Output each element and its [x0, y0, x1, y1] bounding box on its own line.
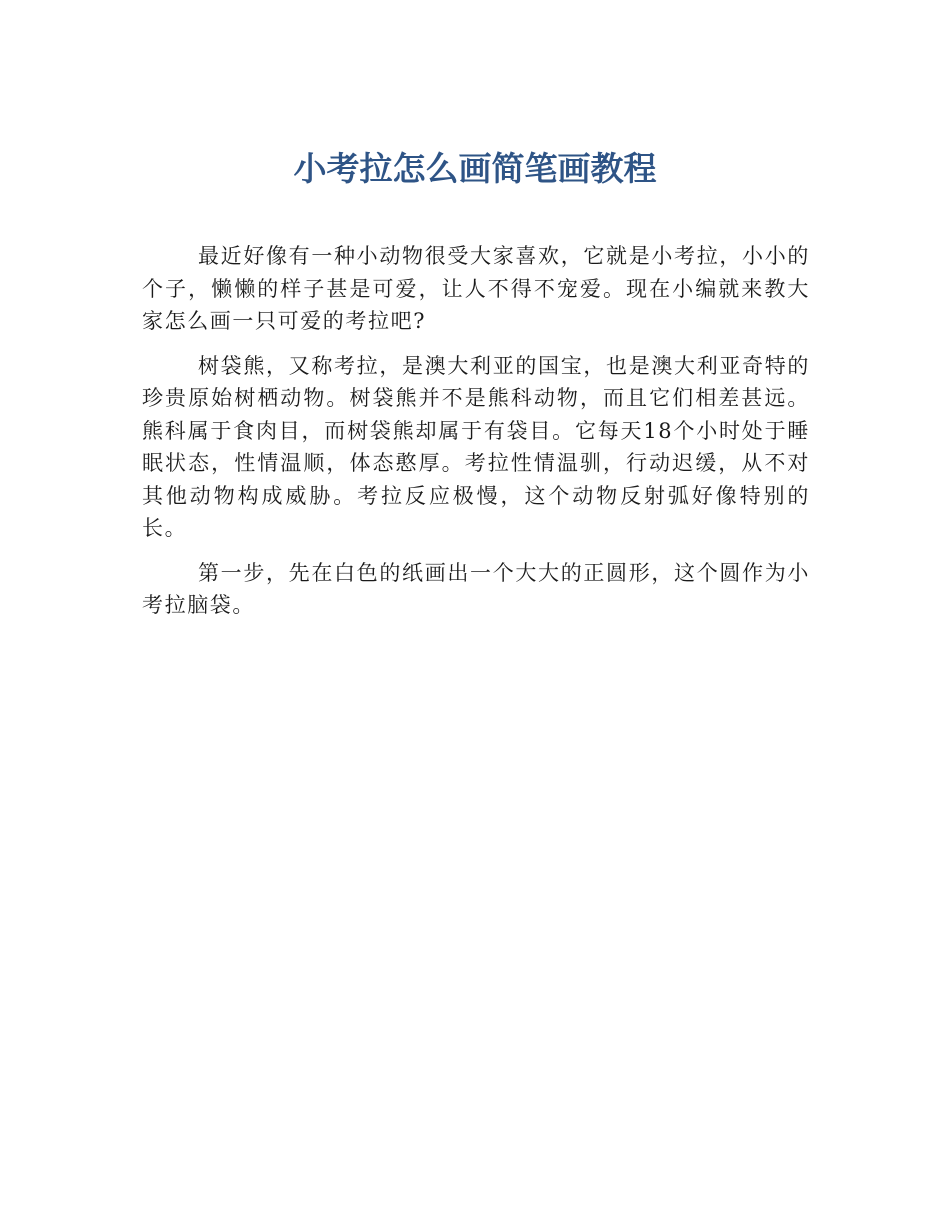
document-body	[142, 240, 810, 634]
document-title: 小考拉怎么画简笔画教程	[293, 149, 657, 188]
paragraph-koala-facts: 树袋熊，又称考拉，是澳大利亚的国宝，也是澳大利亚奇特的珍贵原始树栖动物。树袋熊并不是熊科动物，而且它们相差甚远。熊科属于食肉目，而树袋熊却属于有袋目。它每天18个小时处于睡眠状态，性情温顺，体态憨厚。考拉性情温驯，行动迟缓，从不对其他动物构成威胁。考拉反应极慢，这个动物反射弧好像特别的长。	[142, 353, 810, 540]
paragraph-step-one: 第一步，先在白色的纸画出一个大大的正圆形，这个圆作为小考拉脑袋。	[142, 560, 810, 617]
paragraph-intro: 最近好像有一种小动物很受大家喜欢，它就是小考拉，小小的个子，懒懒的样子甚是可爱，让人不得不宠爱。现在小编就来教大家怎么画一只可爱的考拉吧?	[142, 244, 810, 333]
